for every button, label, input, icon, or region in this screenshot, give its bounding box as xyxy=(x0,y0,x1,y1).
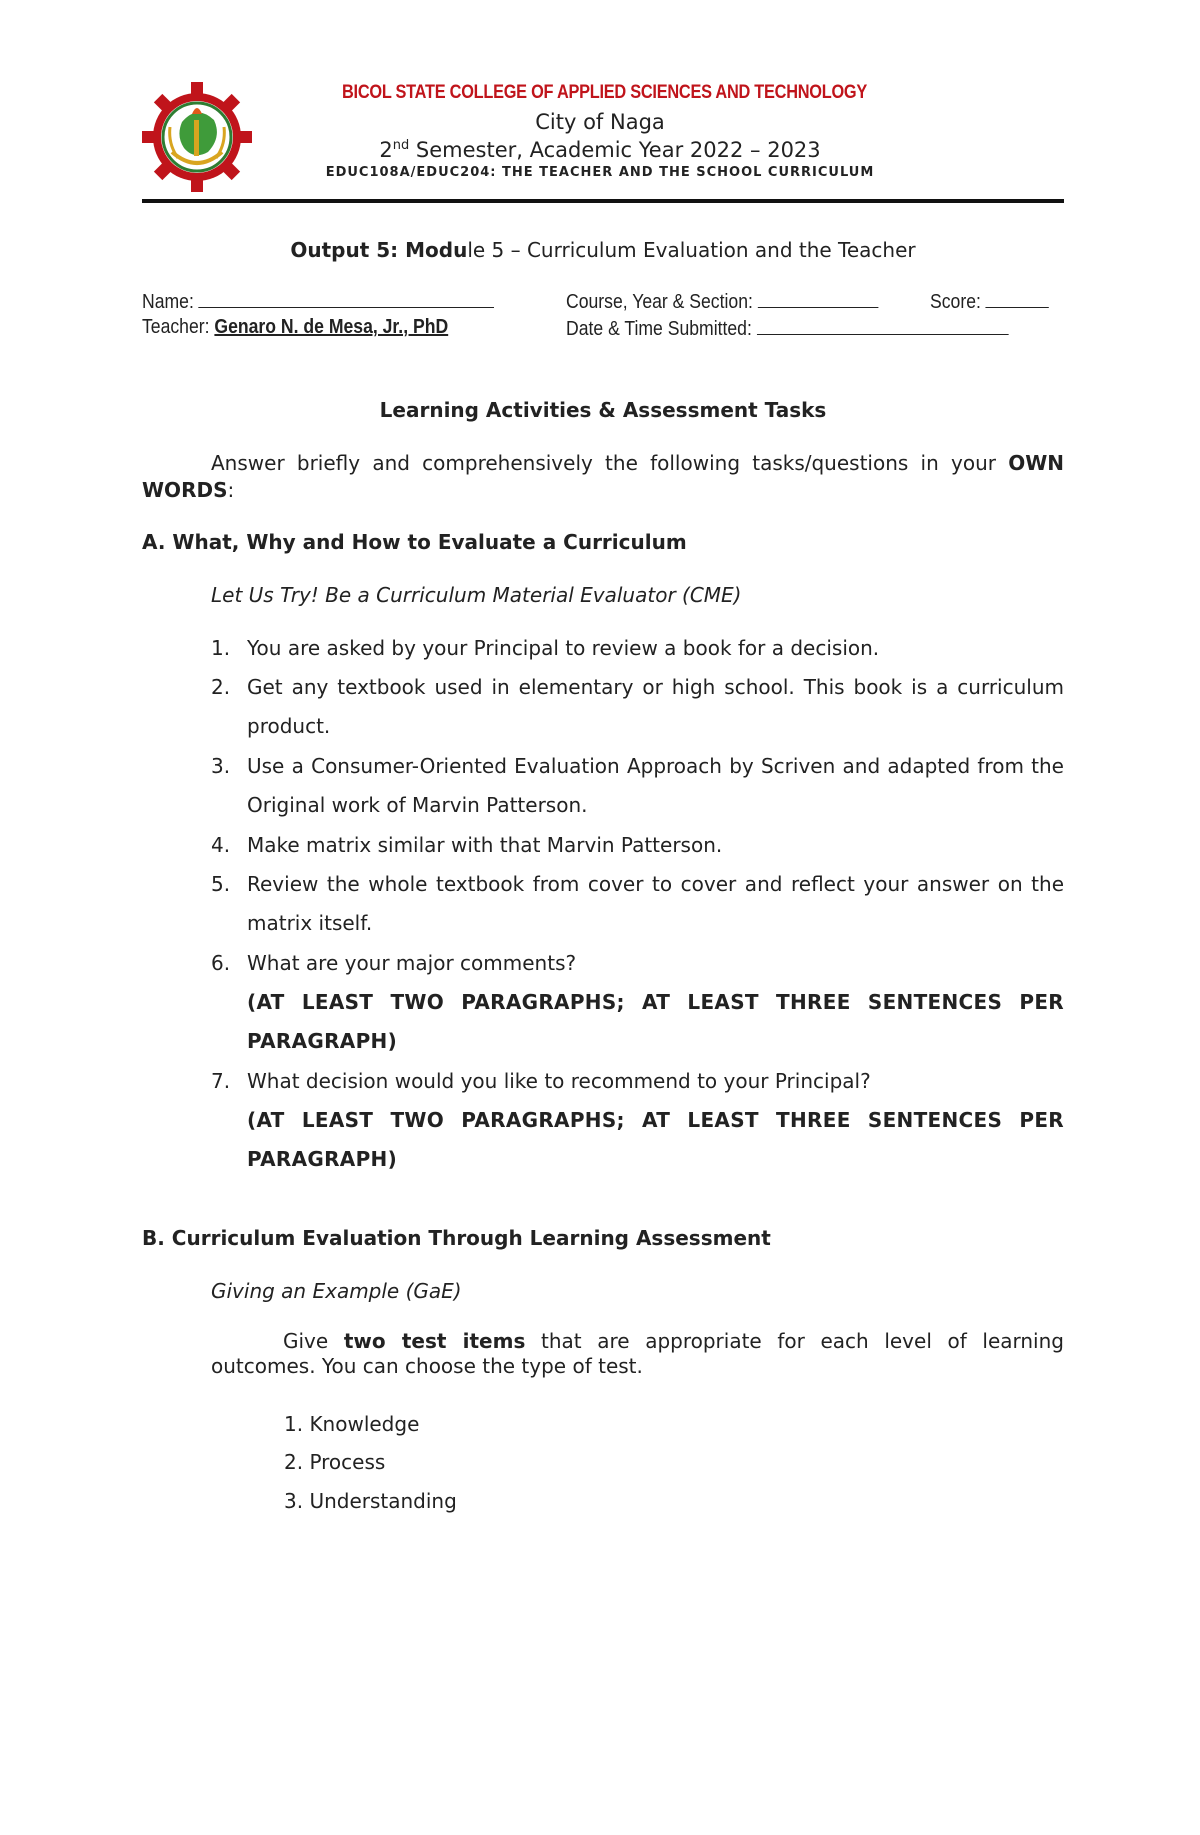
semester-ordinal: 2 xyxy=(379,138,393,162)
intro-text: Answer briefly and comprehensively the following tasks/questions in your xyxy=(211,451,996,475)
item-text: Use a Consumer-Oriented Evaluation Approach by Scriven and adapted from the Original work of Marvin Patterson. xyxy=(247,754,1064,817)
instr-post: that are appropriate for each level of learning outcomes. You can choose the type of test. xyxy=(211,1329,1064,1378)
level-item-knowledge: 1. Knowledge xyxy=(284,1412,420,1436)
item-note: (AT LEAST TWO PARAGRAPHS; AT LEAST THREE SENTENCES PER PARAGRAPH) xyxy=(247,1108,1064,1171)
semester-suffix: nd xyxy=(392,138,410,153)
item-text: Get any textbook used in elementary or high school. This book is a curriculum product. xyxy=(247,675,1064,738)
name-field[interactable] xyxy=(142,289,494,314)
course-section-blank[interactable] xyxy=(758,289,879,308)
item-text: Make matrix similar with that Marvin Patterson. xyxy=(247,833,723,857)
semester-rest: Semester, Academic Year 2022 – 2023 xyxy=(409,138,821,162)
city-name: City of Naga xyxy=(535,110,665,134)
item-text: What decision would you like to recommend to your Principal? xyxy=(247,1069,871,1093)
date-submitted-label: Date & Time Submitted: xyxy=(566,318,752,340)
date-submitted-field[interactable] xyxy=(566,316,1008,341)
item-number: 5. xyxy=(211,872,231,896)
score-field[interactable] xyxy=(930,289,1049,314)
item-number: 6. xyxy=(211,951,231,975)
section-b-subheading: Giving an Example (GaE) xyxy=(211,1279,462,1303)
intro-paragraph xyxy=(142,450,1064,504)
course-section-label: Course, Year & Section: xyxy=(566,291,753,313)
item-number: 1. xyxy=(211,636,231,660)
course-code: EDUC108A/EDUC204: THE TEACHER AND THE SCHOOL CURRICULUM xyxy=(325,165,875,180)
output-title-prefix: Output 5: Modu xyxy=(290,238,468,262)
activities-heading: Learning Activities & Assessment Tasks xyxy=(379,398,827,422)
teacher-label: Teacher: xyxy=(142,316,210,338)
section-a-subheading: Let Us Try! Be a Curriculum Material Evaluator (CME) xyxy=(211,583,742,607)
level-item-understanding: 3. Understanding xyxy=(284,1489,457,1513)
output-title-rest: le 5 – Curriculum Evaluation and the Teacher xyxy=(467,238,916,262)
name-label: Name: xyxy=(142,291,194,313)
section-b-instructions xyxy=(211,1329,1064,1379)
item-number: 4. xyxy=(211,833,231,857)
section-a-heading: A. What, Why and How to Evaluate a Curriculum xyxy=(142,530,687,554)
item-text: You are asked by your Principal to review a book for a decision. xyxy=(247,636,880,660)
instr-bold: two test items xyxy=(343,1329,526,1353)
item-number: 2. xyxy=(211,675,231,699)
output-title xyxy=(142,238,1064,262)
item-number: 3. xyxy=(211,754,231,778)
score-blank[interactable] xyxy=(986,289,1049,308)
item-text: Review the whole textbook from cover to cover and reflect your answer on the matrix itself. xyxy=(247,872,1064,935)
course-section-field[interactable] xyxy=(566,289,878,314)
instr-pre: Give xyxy=(283,1329,344,1353)
name-blank[interactable] xyxy=(199,289,495,308)
semester-line xyxy=(300,138,900,162)
intro-end: : xyxy=(227,478,235,502)
teacher-name: Genaro N. de Mesa, Jr., PhD xyxy=(214,316,449,338)
header-divider xyxy=(142,199,1064,203)
level-item-process: 2. Process xyxy=(284,1450,386,1474)
item-text: What are your major comments? xyxy=(247,951,577,975)
item-note: (AT LEAST TWO PARAGRAPHS; AT LEAST THREE SENTENCES PER PARAGRAPH) xyxy=(247,990,1064,1053)
teacher-field xyxy=(142,316,448,339)
college-name: BICOL STATE COLLEGE OF APPLIED SCIENCES AND TECHNOLOGY xyxy=(342,82,868,103)
college-seal-icon xyxy=(142,82,252,192)
section-b-heading: B. Curriculum Evaluation Through Learning Assessment xyxy=(142,1226,771,1250)
item-number: 7. xyxy=(211,1069,231,1093)
date-submitted-blank[interactable] xyxy=(757,316,1009,335)
intro-emphasis: OWN WORDS xyxy=(142,451,1065,502)
score-label: Score: xyxy=(930,291,981,313)
